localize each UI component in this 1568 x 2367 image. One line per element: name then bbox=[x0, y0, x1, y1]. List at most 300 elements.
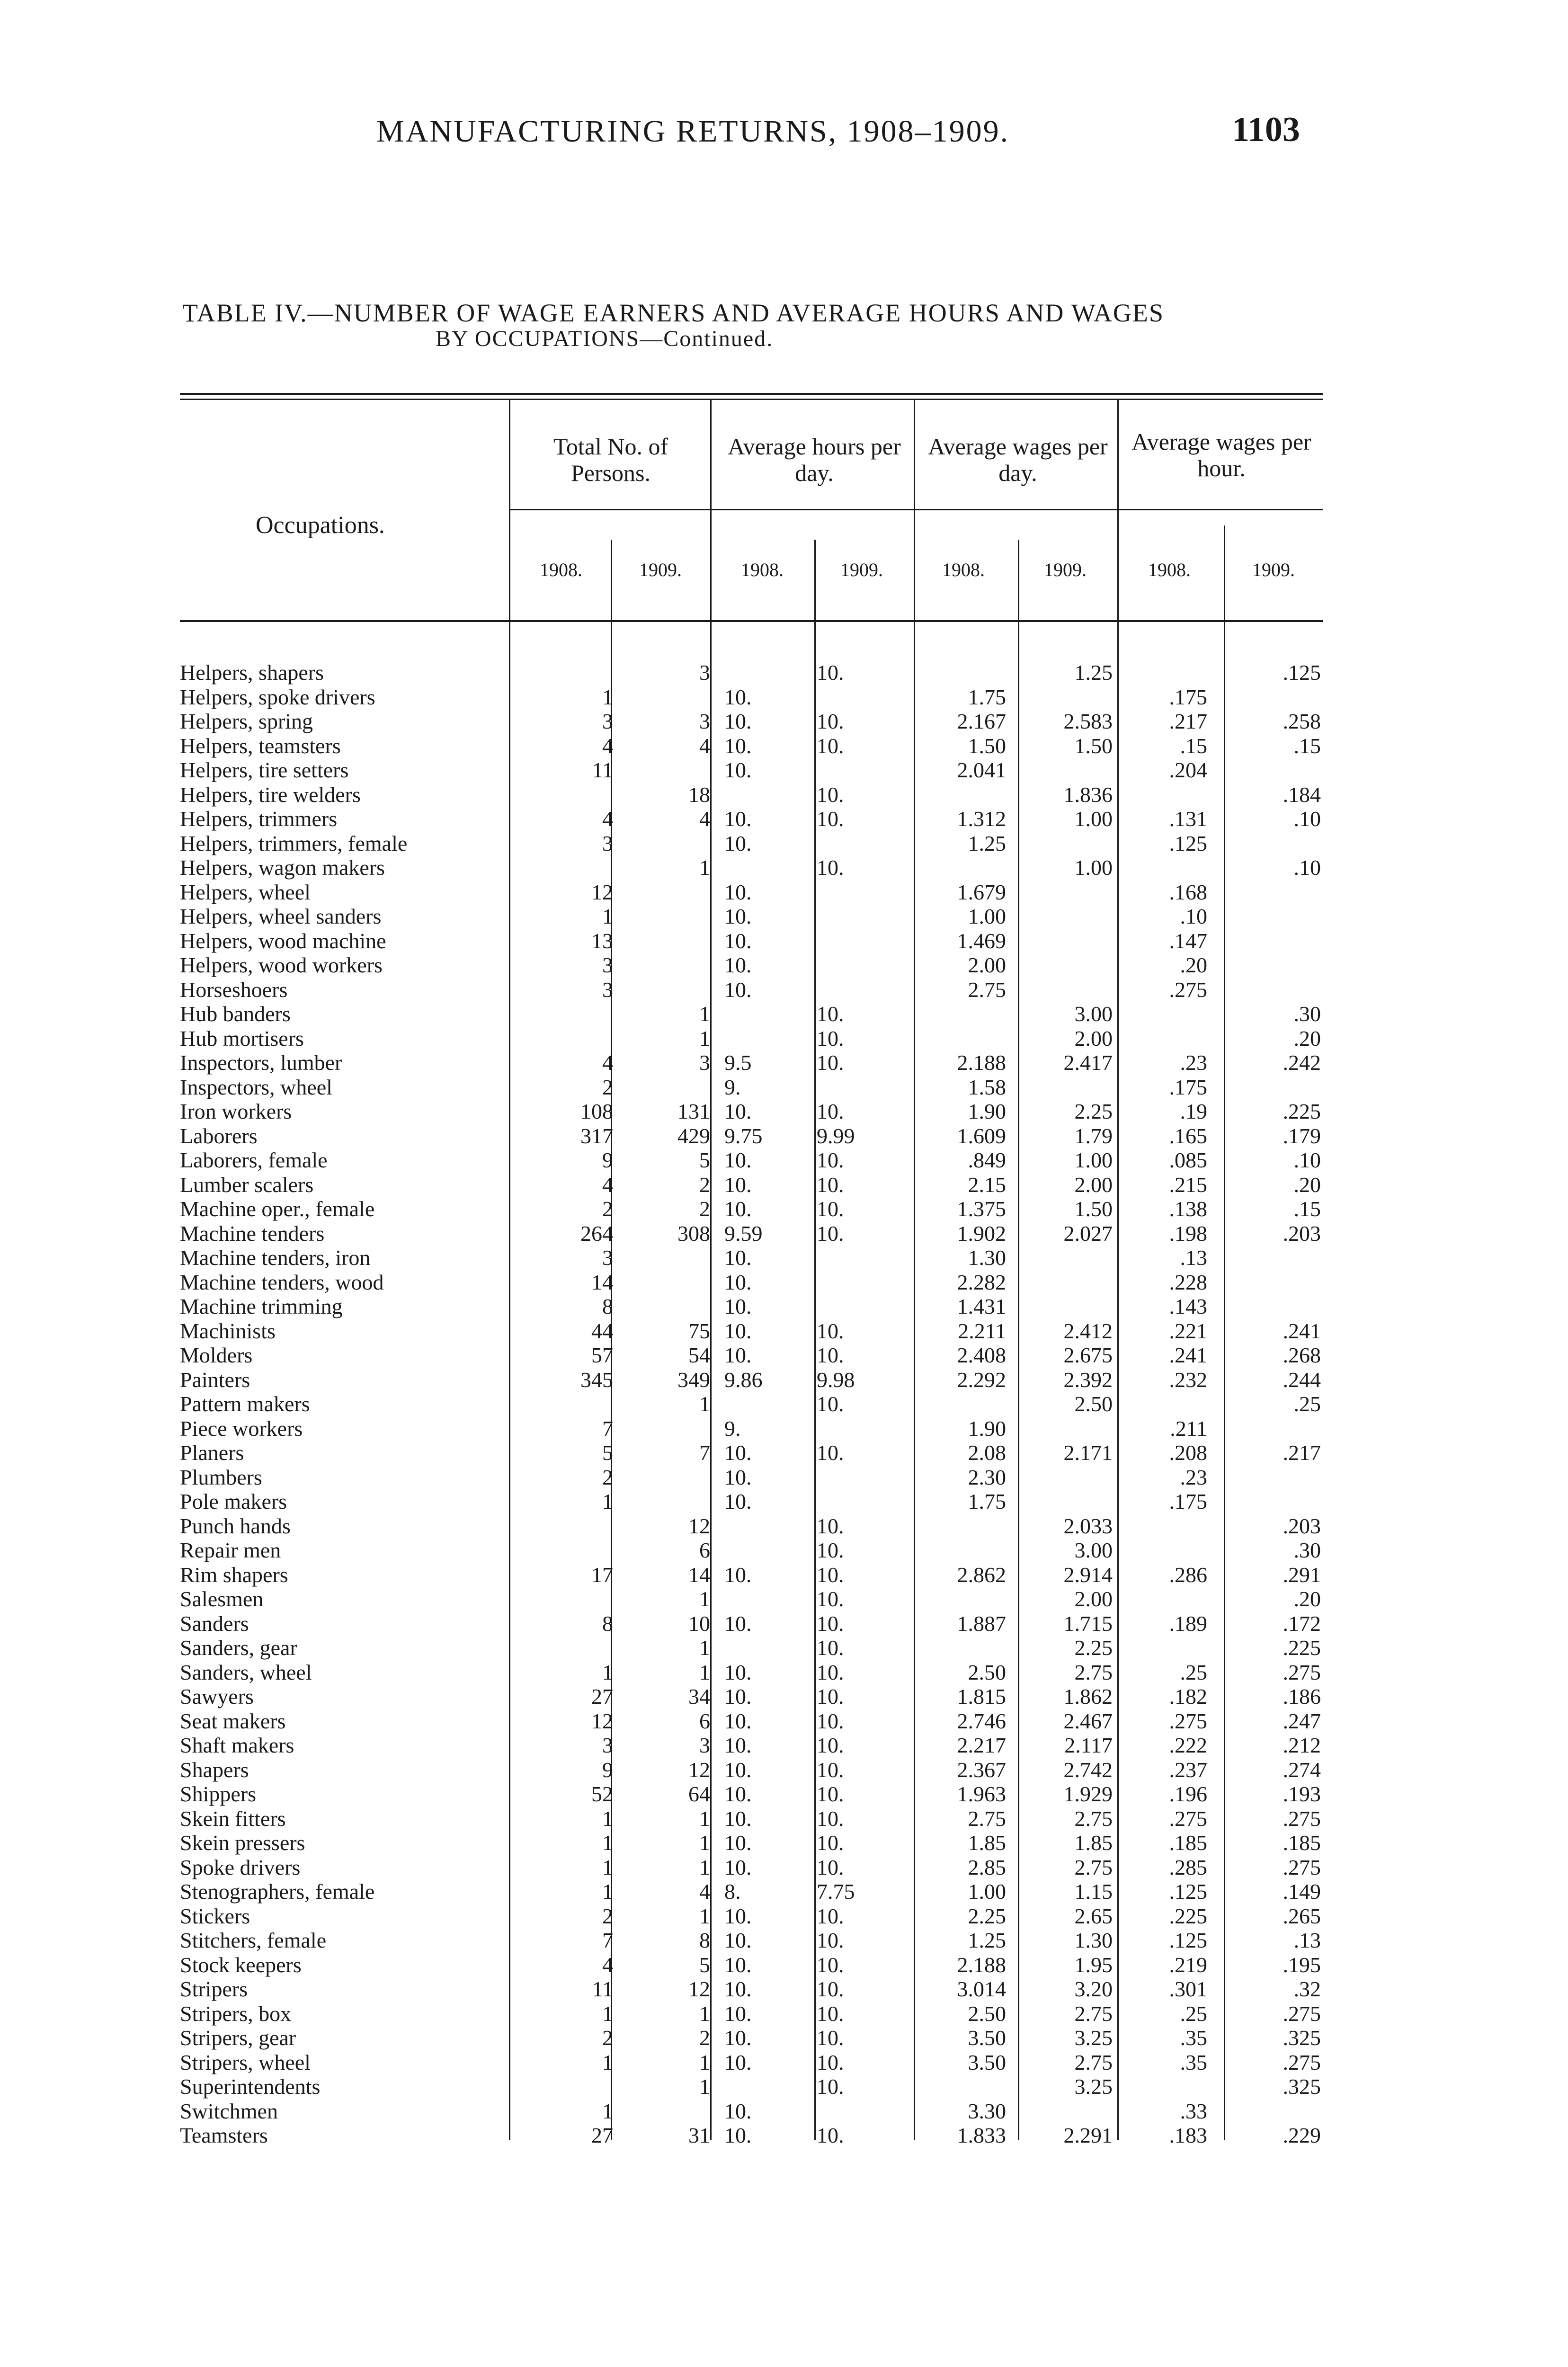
top-double-rule-2 bbox=[180, 399, 1323, 400]
hours-1908-cell: 10. bbox=[724, 2001, 752, 2026]
occupation-cell: Teamsters bbox=[180, 2123, 268, 2147]
wage-day-1908-cell: 3.50 bbox=[968, 2050, 1006, 2074]
hours-1909-cell: 10. bbox=[817, 2074, 844, 2099]
table-row bbox=[180, 709, 1335, 733]
table-row bbox=[180, 2099, 1335, 2123]
wage-hour-1908-cell: .33 bbox=[1180, 2099, 1207, 2123]
wage-hour-1908-cell: .183 bbox=[1169, 2123, 1207, 2147]
total-1909-cell: 1 bbox=[699, 2001, 710, 2026]
wage-day-1909-cell: 2.171 bbox=[1063, 1441, 1113, 1465]
hours-1909-cell: 10. bbox=[817, 1148, 844, 1172]
hours-1908-cell: 10. bbox=[724, 685, 752, 709]
wage-hour-1908-cell: .143 bbox=[1169, 1294, 1207, 1318]
table-row bbox=[180, 2123, 1335, 2147]
total-1909-cell: 1 bbox=[699, 1806, 710, 1831]
wage-hour-1909-cell: .185 bbox=[1283, 1831, 1321, 1855]
total-1909-cell: 1 bbox=[699, 1660, 710, 1684]
wage-day-1908-cell: 2.50 bbox=[968, 2001, 1006, 2026]
total-1909-cell: 34 bbox=[688, 1684, 710, 1709]
wage-hour-1908-cell: .204 bbox=[1169, 758, 1207, 782]
total-1908-cell: 3 bbox=[602, 977, 613, 1002]
occupation-cell: Helpers, wagon makers bbox=[180, 855, 385, 880]
wage-day-1909-cell: 1.00 bbox=[1074, 1148, 1113, 1172]
total-1909-cell: 1 bbox=[699, 1904, 710, 1928]
wage-day-1908-cell: 2.00 bbox=[968, 953, 1006, 977]
occupation-cell: Stripers, gear bbox=[180, 2026, 296, 2050]
occupation-cell: Stock keepers bbox=[180, 1952, 302, 1977]
wage-day-1908-cell: 1.75 bbox=[968, 1489, 1006, 1513]
table-row bbox=[180, 2002, 1335, 2026]
occupation-cell: Helpers, spoke drivers bbox=[180, 685, 375, 709]
table-row bbox=[180, 685, 1335, 709]
hours-1908-cell: 10. bbox=[724, 1099, 752, 1123]
year-header: 1908. bbox=[1148, 559, 1191, 580]
wage-hour-1909-cell: .20 bbox=[1293, 1587, 1321, 1611]
table-row bbox=[180, 1831, 1335, 1855]
wage-day-1908-cell: 1.25 bbox=[968, 1928, 1006, 1952]
occupation-cell: Laborers, female bbox=[180, 1148, 328, 1172]
table-row bbox=[180, 1684, 1335, 1709]
hours-1908-cell: 10. bbox=[724, 1709, 752, 1733]
total-1909-cell: 6 bbox=[699, 1538, 710, 1562]
table-row bbox=[180, 1270, 1335, 1294]
wage-hour-1909-cell: .172 bbox=[1283, 1611, 1321, 1636]
occupation-cell: Hub banders bbox=[180, 1002, 291, 1026]
table-row bbox=[180, 1977, 1335, 2001]
table-row bbox=[180, 1173, 1335, 1197]
occupation-cell: Inspectors, lumber bbox=[180, 1050, 342, 1075]
table-row bbox=[180, 1928, 1335, 1952]
wage-day-1909-cell: 2.027 bbox=[1063, 1221, 1113, 1246]
hours-1908-cell: 10. bbox=[724, 1148, 752, 1172]
wage-hour-1909-cell: .247 bbox=[1283, 1709, 1321, 1733]
hours-1909-cell: 9.99 bbox=[817, 1123, 855, 1148]
wage-day-1909-cell: 2.00 bbox=[1074, 1587, 1113, 1611]
wage-day-1909-cell: 2.25 bbox=[1074, 1099, 1113, 1123]
hours-1909-cell: 10. bbox=[817, 1172, 844, 1197]
occupation-cell: Painters bbox=[180, 1367, 250, 1392]
wage-hour-1908-cell: .131 bbox=[1169, 807, 1207, 831]
hours-1909-cell: 10. bbox=[817, 1709, 844, 1733]
wage-day-1909-cell: 2.117 bbox=[1064, 1733, 1113, 1757]
hours-1908-cell: 10. bbox=[724, 1782, 752, 1806]
table-row bbox=[180, 1221, 1335, 1246]
wage-hour-1908-cell: .275 bbox=[1169, 977, 1207, 1002]
wage-day-1908-cell: 3.50 bbox=[968, 2026, 1006, 2050]
wage-day-1908-cell: 1.58 bbox=[968, 1075, 1006, 1099]
hours-1909-cell: 10. bbox=[817, 1221, 844, 1246]
total-1909-cell: 64 bbox=[688, 1782, 710, 1806]
table-row bbox=[180, 1368, 1335, 1392]
total-1908-cell: 3 bbox=[602, 1246, 613, 1270]
wage-hour-1909-cell: .195 bbox=[1283, 1952, 1321, 1977]
group-header-wages-day: Average wages per day. bbox=[928, 433, 1108, 486]
wage-hour-1908-cell: .23 bbox=[1180, 1050, 1207, 1075]
year-header: 1909. bbox=[639, 559, 682, 580]
wage-hour-1909-cell: .258 bbox=[1283, 709, 1321, 733]
table-row bbox=[180, 1879, 1335, 1904]
table-row bbox=[180, 1758, 1335, 1782]
total-1909-cell: 75 bbox=[688, 1318, 710, 1343]
hours-1909-cell: 10. bbox=[817, 1050, 844, 1075]
hours-1909-cell: 10. bbox=[817, 1684, 844, 1709]
total-1908-cell: 5 bbox=[602, 1441, 613, 1465]
total-1908-cell: 108 bbox=[580, 1099, 613, 1123]
wage-hour-1908-cell: .19 bbox=[1180, 1099, 1207, 1123]
hours-1908-cell: 10. bbox=[724, 2050, 752, 2074]
table-row bbox=[180, 978, 1335, 1002]
occupation-cell: Hub mortisers bbox=[180, 1026, 304, 1050]
total-1908-cell: 3 bbox=[602, 709, 613, 733]
table-row bbox=[180, 1197, 1335, 1221]
wage-hour-1908-cell: .232 bbox=[1169, 1367, 1207, 1392]
total-1908-cell: 1 bbox=[602, 1831, 613, 1855]
total-1908-cell: 2 bbox=[602, 1904, 613, 1928]
hours-1908-cell: 10. bbox=[724, 1489, 752, 1513]
total-1908-cell: 1 bbox=[602, 904, 613, 928]
table-row bbox=[180, 1660, 1335, 1684]
hours-1909-cell: 10. bbox=[817, 1806, 844, 1831]
total-1908-cell: 4 bbox=[602, 1172, 613, 1197]
hours-1908-cell: 10. bbox=[724, 1441, 752, 1465]
wage-day-1909-cell: 1.30 bbox=[1074, 1928, 1113, 1952]
wage-day-1908-cell: 1.85 bbox=[968, 1831, 1006, 1855]
hours-1908-cell: 10. bbox=[724, 1562, 752, 1587]
total-1909-cell: 3 bbox=[699, 1050, 710, 1075]
wage-hour-1909-cell: .15 bbox=[1293, 1197, 1321, 1221]
group-header-rule bbox=[509, 509, 1323, 510]
wage-hour-1908-cell: .217 bbox=[1169, 709, 1207, 733]
occupation-cell: Repair men bbox=[180, 1538, 281, 1562]
hours-1908-cell: 10. bbox=[724, 709, 752, 733]
occupation-cell: Helpers, wheel sanders bbox=[180, 904, 382, 928]
year-header: 1908. bbox=[942, 559, 985, 580]
table-row bbox=[180, 807, 1335, 831]
wage-hour-1908-cell: .138 bbox=[1169, 1197, 1207, 1221]
hours-1909-cell: 10. bbox=[817, 1441, 844, 1465]
hours-1909-cell: 10. bbox=[817, 1026, 844, 1050]
wage-hour-1908-cell: .168 bbox=[1169, 880, 1207, 904]
hours-1908-cell: 10. bbox=[724, 1855, 752, 1879]
table-row bbox=[180, 734, 1335, 758]
wage-hour-1909-cell: .15 bbox=[1293, 733, 1321, 758]
table-row bbox=[180, 1538, 1335, 1562]
wage-hour-1909-cell: .275 bbox=[1283, 2001, 1321, 2026]
wage-day-1909-cell: 1.929 bbox=[1063, 1782, 1113, 1806]
hours-1909-cell: 7.75 bbox=[817, 1879, 855, 1904]
total-1909-cell: 2 bbox=[699, 1197, 710, 1221]
hours-1908-cell: 10. bbox=[724, 1246, 752, 1270]
table-row bbox=[180, 1782, 1335, 1806]
hours-1909-cell: 10. bbox=[817, 1392, 844, 1416]
wage-hour-1908-cell: .211 bbox=[1170, 1416, 1207, 1441]
wage-hour-1908-cell: .208 bbox=[1169, 1441, 1207, 1465]
wage-day-1909-cell: 2.675 bbox=[1063, 1343, 1113, 1367]
year-header: 1909. bbox=[840, 559, 883, 580]
total-1909-cell: 4 bbox=[699, 807, 710, 831]
occupation-cell: Stitchers, female bbox=[180, 1928, 327, 1952]
total-1908-cell: 14 bbox=[591, 1270, 613, 1294]
hours-1908-cell: 10. bbox=[724, 1952, 752, 1977]
total-1909-cell: 1 bbox=[699, 1831, 710, 1855]
occupation-cell: Skein pressers bbox=[180, 1831, 305, 1855]
hours-1909-cell: 10. bbox=[817, 1611, 844, 1636]
occupation-cell: Sanders, wheel bbox=[180, 1660, 312, 1684]
wage-day-1909-cell: 2.75 bbox=[1074, 1855, 1113, 1879]
total-1908-cell: 11 bbox=[592, 758, 613, 782]
total-1908-cell: 1 bbox=[602, 1806, 613, 1831]
wage-day-1909-cell: 1.79 bbox=[1074, 1123, 1113, 1148]
hours-1909-cell: 10. bbox=[817, 1855, 844, 1879]
wage-day-1909-cell: 1.50 bbox=[1074, 733, 1113, 758]
wage-day-1908-cell: 1.887 bbox=[957, 1611, 1006, 1636]
wage-day-1909-cell: 1.50 bbox=[1074, 1197, 1113, 1221]
total-1908-cell: 3 bbox=[602, 1733, 613, 1757]
wage-day-1908-cell: 1.25 bbox=[968, 831, 1006, 855]
hours-1908-cell: 10. bbox=[724, 831, 752, 855]
occupation-cell: Shaft makers bbox=[180, 1733, 294, 1757]
wage-hour-1908-cell: .286 bbox=[1169, 1562, 1207, 1587]
wage-day-1908-cell: 2.367 bbox=[957, 1757, 1006, 1782]
total-1908-cell: 27 bbox=[591, 2123, 613, 2147]
wage-day-1908-cell: 2.08 bbox=[968, 1441, 1006, 1465]
wage-day-1909-cell: 3.00 bbox=[1074, 1002, 1113, 1026]
wage-day-1909-cell: 3.00 bbox=[1074, 1538, 1113, 1562]
occupation-cell: Planers bbox=[180, 1441, 244, 1465]
wage-hour-1908-cell: .25 bbox=[1180, 2001, 1207, 2026]
wage-hour-1908-cell: .225 bbox=[1169, 1904, 1207, 1928]
table-row bbox=[180, 929, 1335, 953]
table-row bbox=[180, 1124, 1335, 1148]
total-1909-cell: 31 bbox=[688, 2123, 710, 2147]
total-1908-cell: 1 bbox=[602, 1879, 613, 1904]
table-row bbox=[180, 1611, 1335, 1636]
wage-hour-1909-cell: .30 bbox=[1293, 1538, 1321, 1562]
wage-hour-1908-cell: .219 bbox=[1169, 1952, 1207, 1977]
occupation-cell: Stripers, wheel bbox=[180, 2050, 311, 2074]
hours-1908-cell: 9.86 bbox=[724, 1367, 763, 1392]
occupation-cell: Helpers, wheel bbox=[180, 880, 311, 904]
wage-day-1908-cell: 2.211 bbox=[958, 1318, 1006, 1343]
wage-hour-1909-cell: .268 bbox=[1283, 1343, 1321, 1367]
wage-hour-1908-cell: .125 bbox=[1169, 831, 1207, 855]
total-1908-cell: 13 bbox=[591, 928, 613, 953]
wage-hour-1908-cell: .241 bbox=[1169, 1343, 1207, 1367]
total-1908-cell: 9 bbox=[602, 1757, 613, 1782]
wage-day-1908-cell: 1.609 bbox=[957, 1123, 1006, 1148]
total-1908-cell: 8 bbox=[602, 1611, 613, 1636]
total-1908-cell: 4 bbox=[602, 1952, 613, 1977]
wage-day-1908-cell: 1.679 bbox=[957, 880, 1006, 904]
total-1909-cell: 1 bbox=[699, 2050, 710, 2074]
hours-1909-cell: 10. bbox=[817, 1197, 844, 1221]
wage-hour-1909-cell: .225 bbox=[1283, 1636, 1321, 1660]
hours-1908-cell: 9. bbox=[724, 1075, 741, 1099]
wage-day-1909-cell: 2.25 bbox=[1074, 1636, 1113, 1660]
total-1909-cell: 2 bbox=[699, 1172, 710, 1197]
wage-hour-1908-cell: .35 bbox=[1180, 2050, 1207, 2074]
wage-hour-1909-cell: .13 bbox=[1293, 1928, 1321, 1952]
wage-hour-1909-cell: .275 bbox=[1283, 1806, 1321, 1831]
hours-1909-cell: 10. bbox=[817, 1928, 844, 1952]
wage-hour-1908-cell: .175 bbox=[1169, 1075, 1207, 1099]
table-row bbox=[180, 2050, 1335, 2074]
hours-1909-cell: 10. bbox=[817, 1587, 844, 1611]
wage-day-1909-cell: 2.50 bbox=[1074, 1392, 1113, 1416]
occupation-cell: Laborers bbox=[180, 1123, 258, 1148]
occupation-cell: Skein fitters bbox=[180, 1806, 286, 1831]
hours-1909-cell: 10. bbox=[817, 1831, 844, 1855]
wage-hour-1908-cell: .25 bbox=[1180, 1660, 1207, 1684]
table-row bbox=[180, 1246, 1335, 1270]
running-head: MANUFACTURING RETURNS, 1908–1909. bbox=[376, 114, 1010, 149]
hours-1909-cell: 10. bbox=[817, 2026, 844, 2050]
wage-hour-1909-cell: .325 bbox=[1283, 2026, 1321, 2050]
occupation-cell: Lumber scalers bbox=[180, 1172, 314, 1197]
wage-hour-1909-cell: .241 bbox=[1283, 1318, 1321, 1343]
wage-hour-1909-cell: .203 bbox=[1283, 1513, 1321, 1538]
hours-1909-cell: 9.98 bbox=[817, 1367, 855, 1392]
wage-hour-1909-cell: .30 bbox=[1293, 1002, 1321, 1026]
wage-hour-1909-cell: .149 bbox=[1283, 1879, 1321, 1904]
table-row bbox=[180, 1148, 1335, 1172]
total-1908-cell: 2 bbox=[602, 1465, 613, 1489]
table-row bbox=[180, 880, 1335, 904]
table-row bbox=[180, 660, 1335, 685]
wage-hour-1909-cell: .10 bbox=[1293, 855, 1321, 880]
occupation-cell: Machinists bbox=[180, 1318, 276, 1343]
total-1909-cell: 1 bbox=[699, 1636, 710, 1660]
total-1908-cell: 4 bbox=[602, 807, 613, 831]
wage-day-1908-cell: 2.408 bbox=[957, 1343, 1006, 1367]
total-1909-cell: 1 bbox=[699, 1855, 710, 1879]
total-1909-cell: 54 bbox=[688, 1343, 710, 1367]
wage-day-1909-cell: 2.00 bbox=[1074, 1026, 1113, 1050]
hours-1908-cell: 10. bbox=[724, 1977, 752, 2001]
wage-hour-1909-cell: .212 bbox=[1283, 1733, 1321, 1757]
total-1909-cell: 1 bbox=[699, 855, 710, 880]
wage-day-1908-cell: 1.00 bbox=[968, 1879, 1006, 1904]
wage-hour-1908-cell: .301 bbox=[1169, 1977, 1207, 2001]
total-1909-cell: 131 bbox=[677, 1099, 710, 1123]
year-header: 1909. bbox=[1044, 559, 1087, 580]
occupation-cell: Helpers, tire setters bbox=[180, 758, 349, 782]
total-1908-cell: 1 bbox=[602, 2050, 613, 2074]
hours-1908-cell: 10. bbox=[724, 953, 752, 977]
total-1909-cell: 3 bbox=[699, 660, 710, 685]
table-row bbox=[180, 1294, 1335, 1318]
occupation-cell: Helpers, tire welders bbox=[180, 782, 361, 807]
hours-1908-cell: 10. bbox=[724, 904, 752, 928]
hours-1908-cell: 9.59 bbox=[724, 1221, 763, 1246]
table-row bbox=[180, 1416, 1335, 1441]
group-header-wages-hour: Average wages per hour. bbox=[1131, 428, 1311, 481]
wage-day-1908-cell: 1.431 bbox=[957, 1294, 1006, 1318]
table-row bbox=[180, 1343, 1335, 1367]
hours-1908-cell: 10. bbox=[724, 1294, 752, 1318]
page-number: 1103 bbox=[1232, 110, 1300, 149]
wage-hour-1909-cell: .265 bbox=[1283, 1904, 1321, 1928]
wage-hour-1908-cell: .23 bbox=[1180, 1465, 1207, 1489]
top-double-rule bbox=[180, 393, 1323, 395]
wage-day-1909-cell: 1.95 bbox=[1074, 1952, 1113, 1977]
wage-day-1908-cell: 1.30 bbox=[968, 1246, 1006, 1270]
wage-hour-1909-cell: .10 bbox=[1293, 1148, 1321, 1172]
occupation-cell: Shapers bbox=[180, 1757, 249, 1782]
occupation-cell: Superintendents bbox=[180, 2074, 321, 2099]
wage-day-1909-cell: 3.25 bbox=[1074, 2026, 1113, 2050]
wage-day-1908-cell: 1.50 bbox=[968, 733, 1006, 758]
wage-day-1908-cell: 1.90 bbox=[968, 1099, 1006, 1123]
hours-1909-cell: 10. bbox=[817, 1002, 844, 1026]
total-1909-cell: 1 bbox=[699, 1392, 710, 1416]
table-row bbox=[180, 1075, 1335, 1099]
hours-1908-cell: 9.5 bbox=[724, 1050, 752, 1075]
wage-hour-1909-cell: .186 bbox=[1283, 1684, 1321, 1709]
wage-hour-1909-cell: .225 bbox=[1283, 1099, 1321, 1123]
total-1908-cell: 52 bbox=[591, 1782, 613, 1806]
wage-day-1909-cell: 2.914 bbox=[1063, 1562, 1113, 1587]
table-row bbox=[180, 1319, 1335, 1343]
occupation-cell: Machine tenders bbox=[180, 1221, 325, 1246]
wage-day-1908-cell: 2.25 bbox=[968, 1904, 1006, 1928]
total-1909-cell: 6 bbox=[699, 1709, 710, 1733]
total-1908-cell: 11 bbox=[592, 1977, 613, 2001]
total-1908-cell: 1 bbox=[602, 2099, 613, 2123]
occupation-cell: Sanders bbox=[180, 1611, 249, 1636]
hours-1908-cell: 10. bbox=[724, 1343, 752, 1367]
wage-day-1908-cell: 2.15 bbox=[968, 1172, 1006, 1197]
wage-hour-1909-cell: .125 bbox=[1283, 660, 1321, 685]
hours-1908-cell: 10. bbox=[724, 1611, 752, 1636]
total-1909-cell: 4 bbox=[699, 733, 710, 758]
table-row bbox=[180, 1855, 1335, 1879]
total-1908-cell: 1 bbox=[602, 2001, 613, 2026]
total-1909-cell: 3 bbox=[699, 1733, 710, 1757]
header-bottom-rule bbox=[180, 620, 1323, 622]
table-row bbox=[180, 758, 1335, 782]
table-row bbox=[180, 1441, 1335, 1465]
wage-hour-1908-cell: .285 bbox=[1169, 1855, 1207, 1879]
hours-1909-cell: 10. bbox=[817, 1660, 844, 1684]
hours-1909-cell: 10. bbox=[817, 1343, 844, 1367]
total-1908-cell: 27 bbox=[591, 1684, 613, 1709]
hours-1908-cell: 10. bbox=[724, 807, 752, 831]
hours-1909-cell: 10. bbox=[817, 1636, 844, 1660]
wage-hour-1908-cell: .189 bbox=[1169, 1611, 1207, 1636]
wage-hour-1909-cell: .217 bbox=[1283, 1441, 1321, 1465]
wage-hour-1909-cell: .275 bbox=[1283, 1660, 1321, 1684]
wage-day-1908-cell: 2.292 bbox=[957, 1367, 1006, 1392]
total-1908-cell: 2 bbox=[602, 2026, 613, 2050]
hours-1908-cell: 10. bbox=[724, 1318, 752, 1343]
wage-hour-1908-cell: .125 bbox=[1169, 1879, 1207, 1904]
hours-1908-cell: 10. bbox=[724, 1684, 752, 1709]
wage-hour-1909-cell: .10 bbox=[1293, 807, 1321, 831]
total-1909-cell: 1 bbox=[699, 1587, 710, 1611]
hours-1908-cell: 10. bbox=[724, 1465, 752, 1489]
wage-day-1908-cell: 3.30 bbox=[968, 2099, 1006, 2123]
wage-day-1909-cell: 3.25 bbox=[1074, 2074, 1113, 2099]
total-1908-cell: 17 bbox=[591, 1562, 613, 1587]
wage-hour-1908-cell: .165 bbox=[1169, 1123, 1207, 1148]
wage-hour-1909-cell: .184 bbox=[1283, 782, 1321, 807]
total-1909-cell: 2 bbox=[699, 2026, 710, 2050]
table-row bbox=[180, 1563, 1335, 1587]
total-1908-cell: 7 bbox=[602, 1416, 613, 1441]
hours-1908-cell: 10. bbox=[724, 2123, 752, 2147]
hours-1908-cell: 10. bbox=[724, 2026, 752, 2050]
